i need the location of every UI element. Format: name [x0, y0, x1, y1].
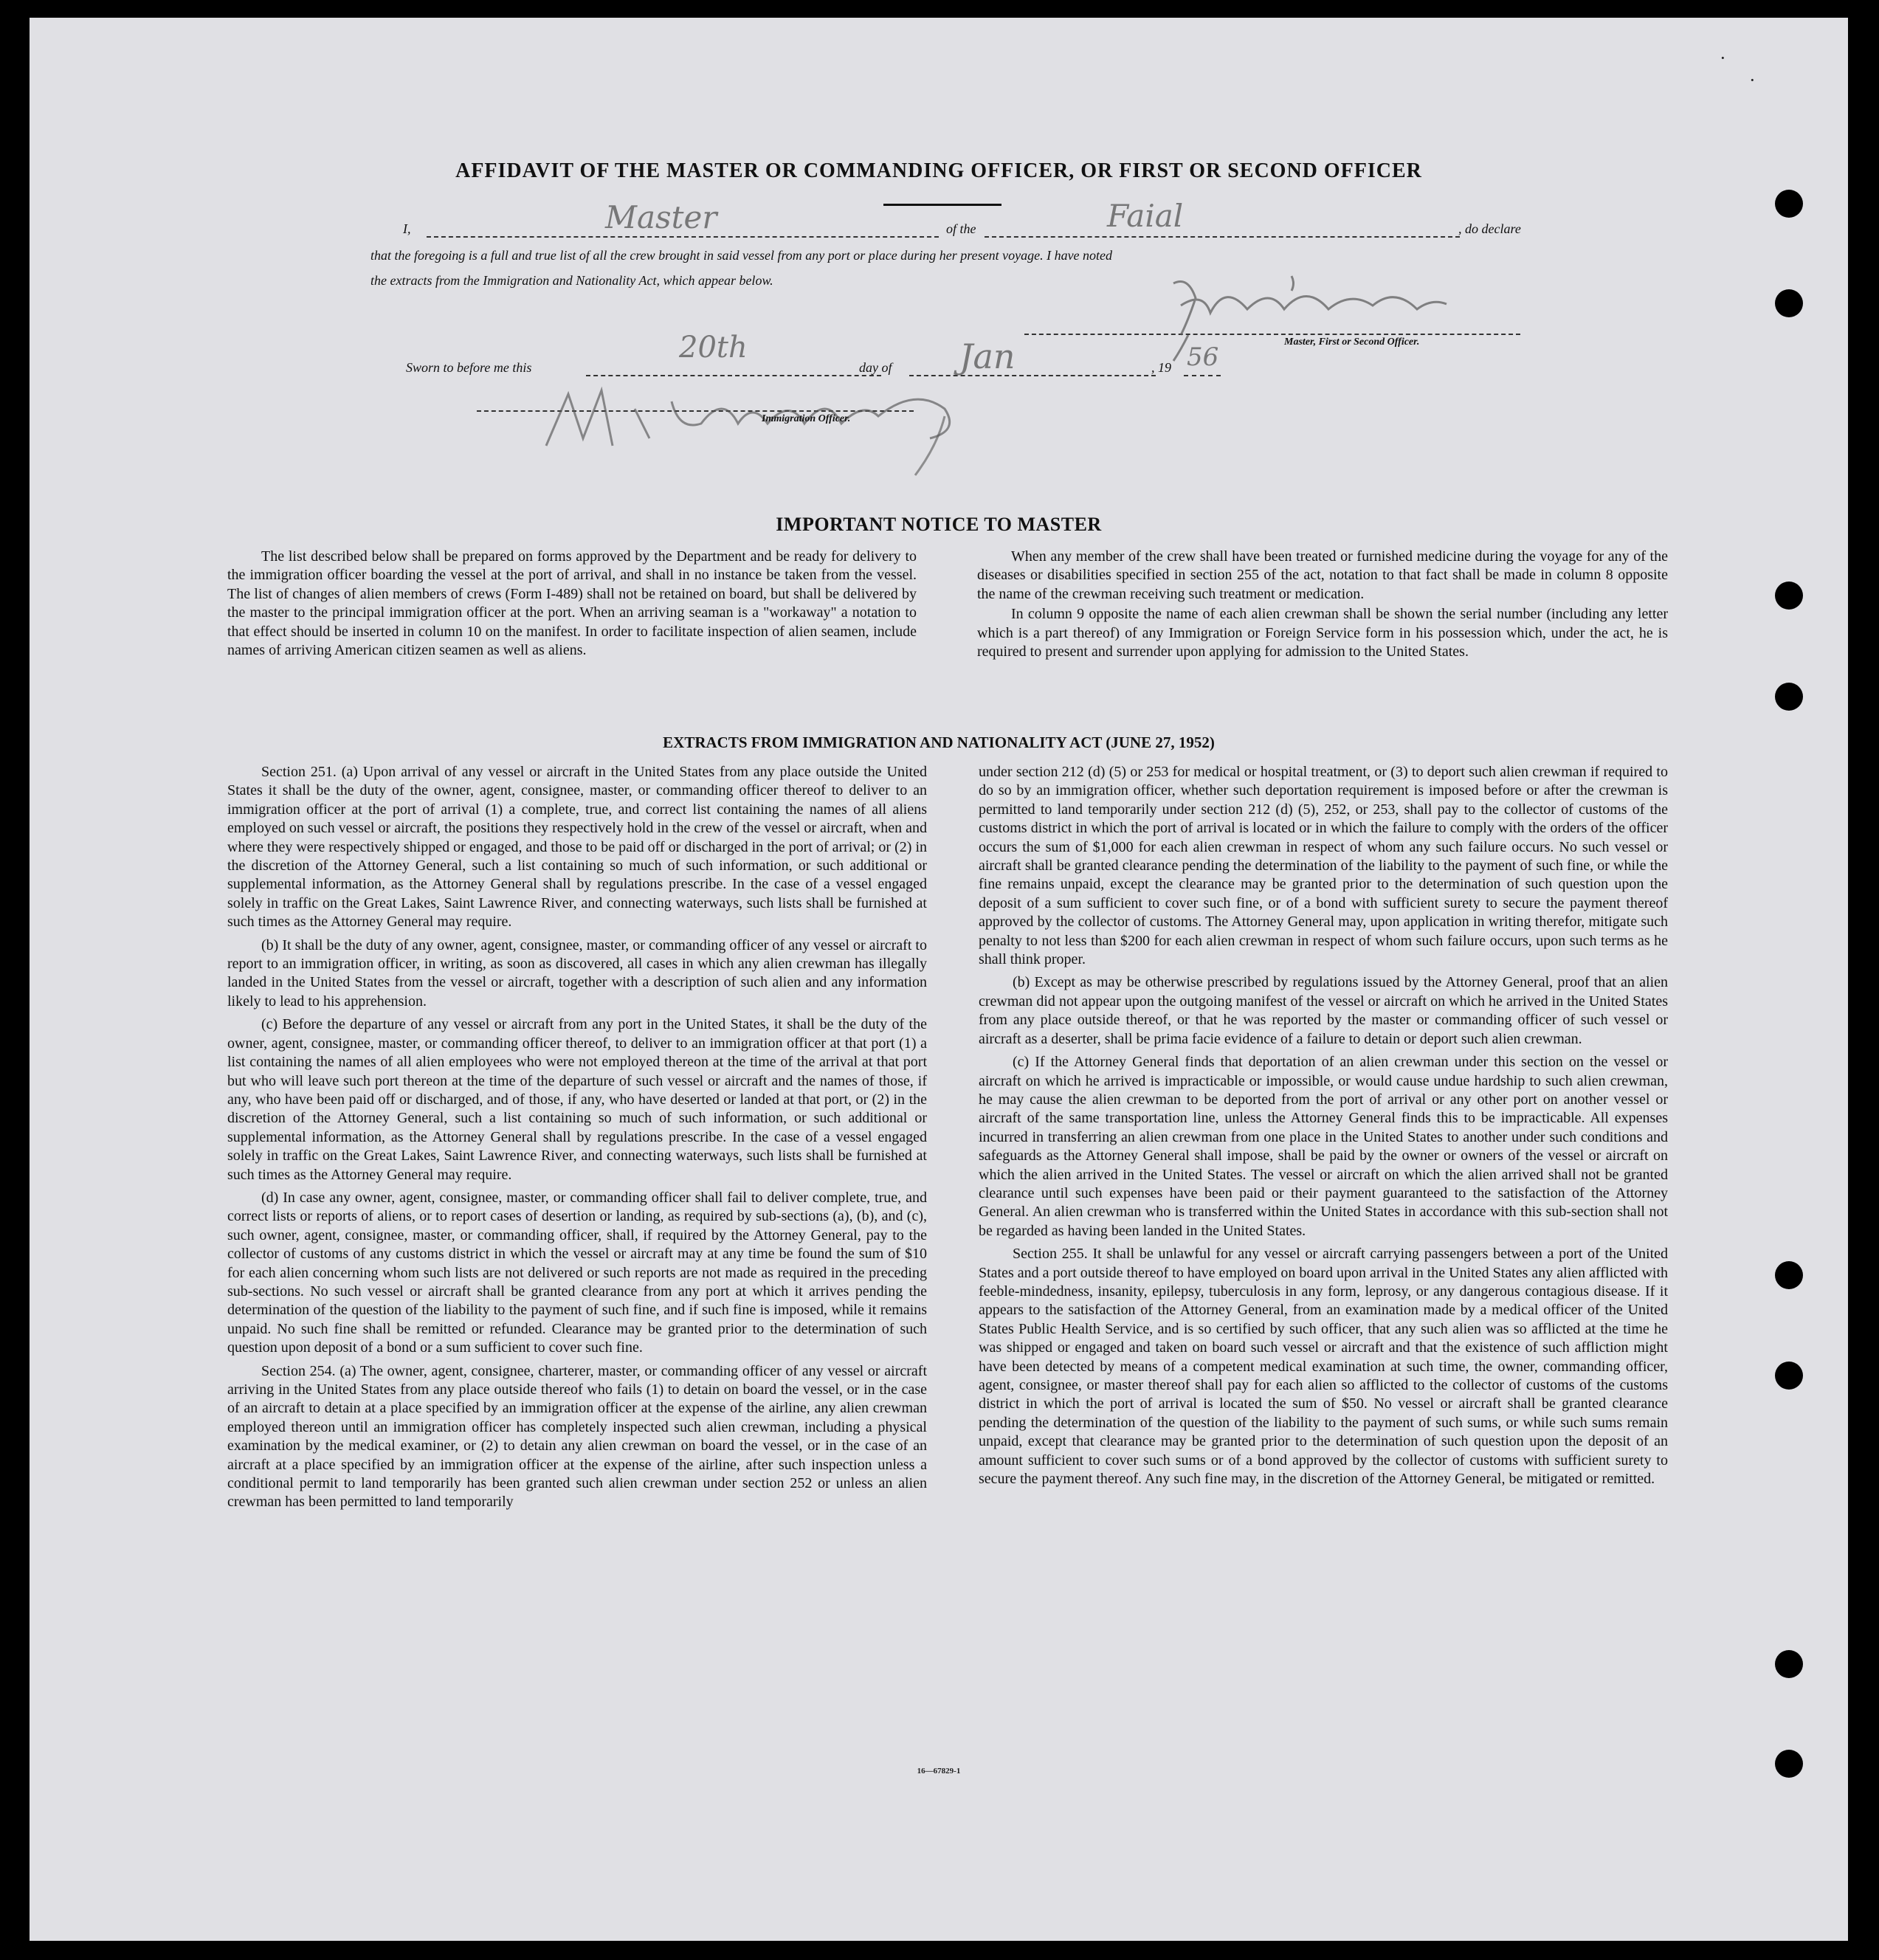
section-254-c: (c) If the Attorney General finds that deportation of an alien crewman under this section on the vessel or aircraft on which he arrived is impracticable or impossible, or would cause undue hardship to such alien crewman, he may cause the alien crewman to be deported from the port of arrival or any other port on another vessel or aircraft of the same transportation line, unless the Attorney General finds this to be impracticable. All expenses incurred in transferring an alien crewman from one place in the United States to another under such conditions and safeguards as the Attorney General shall impose, shall be paid by the owner or owners of the vessel or aircraft on which the alien arrived in the United States. The vessel or aircraft on which the alien arrived shall not be granted clearance until such expenses have been paid or their payment guaranteed to the satisfaction of the Attorney General. An alien crewman who is transferred within the United States in accordance with this sub-section shall not be regarded as having been landed in the United States. [979, 1054, 1668, 1239]
master-signature-caption: Master, First or Second Officer. [1284, 337, 1420, 348]
master-name-line [427, 236, 939, 238]
section-254-b: (b) Except as may be otherwise prescribed by regulations issued by the Attorney General, proof that an alien crewman did not appear upon the outgoing manifest of the vessel or aircraft on which he arrived in the United States from any place outside thereof, or that he was reported by the master or commanding officer of such vessel or aircraft as a deserter, shall be prima facie evidence of a failure to detain or deport such alien crewman. [979, 974, 1668, 1047]
speck: · [1720, 47, 1726, 69]
punch-hole [1775, 683, 1803, 711]
year-line [1184, 375, 1221, 376]
vessel-name-line [985, 236, 1460, 238]
punch-hole [1775, 1362, 1803, 1390]
extracts-left-column [227, 763, 927, 1516]
handwritten-month: Jan [959, 337, 1016, 376]
notice-title: IMPORTANT NOTICE TO MASTER [776, 514, 1102, 535]
declaration-line-3: the extracts from the Immigration and Nationality Act, which appear below. [370, 273, 773, 288]
section-254-a: Section 254. (a) The owner, agent, consignee, charterer, master, or commanding officer of any vessel or aircraft arriving in the United States from any place outside thereof who fails (1) to detain on board the vessel, or in the case of an aircraft to detain at a place specified by an immigration officer at the expense of the airline, any alien crewman employed thereon until an immigration officer has completely inspected such alien crewman, including a physical examination by the medical examiner, or (2) to detain any alien crewman on board the vessel, or in the case of an aircraft at a place specified by an immigration officer at the expense of the airline, after such inspection unless a conditional permit to land temporarily has been granted such alien crewman under section 252 or unless an alien crewman has been permitted to land temporarily [227, 1362, 927, 1511]
section-251-c: (c) Before the departure of any vessel or aircraft from any port in the United States, it shall be the duty of the owner, agent, consignee, master, or commanding officer thereof, to deliver to an immigration officer at that port (1) a list containing the names of all alien employees who were not employed thereon at the time of the arrival at that port but who will leave such port thereon at the time of the departure of such vessel or aircraft and the names of those, if any, who have been paid off or discharged, and of those, if any, who have deserted or landed at that port, or (2) in the discretion of the Attorney General, such a list containing so much of such information, or such additional or supplemental information, as the Attorney General shall by regulations prescribe. In the case of a vessel engaged solely in traffic on the Great Lakes, Saint Lawrence River, and connecting waterways, such lists shall be furnished at such times as the Attorney General may require. [227, 1016, 927, 1183]
punch-hole [1775, 1261, 1803, 1289]
punch-hole [1775, 289, 1803, 317]
handwritten-vessel: Faial [1107, 198, 1184, 234]
i-label: I, [403, 221, 411, 236]
document-page [30, 18, 1848, 1941]
notice-right-paragraph-2: In column 9 opposite the name of each alien crewman shall be shown the serial number (including any letter which is a part thereof) of any Immigration or Foreign Service form in his possession which, under the act, he is required to present and surrender upon applying for admission to the United States. [977, 606, 1668, 660]
section-255: Section 255. It shall be unlawful for any vessel or aircraft carrying passengers between a port of the United States and a port outside thereof to have employed on board upon arrival in the United States any alien afflicted with feeble-mindedness, insanity, epilepsy, tuberculosis in any form, leprosy, or any dangerous contagious disease. If it appears to the satisfaction of the Attorney General, from an examination made by a medical officer of the United States Public Health Service, and is so certified by such officer, that any such alien was so afflicted at the time he was shipped or engaged and taken on board such vessel or aircraft and that the existence of such affliction might have been detected by means of a competent medical examination at such time, the owner, commanding officer, agent, consignee, or master thereof shall pay for each alien so afflicted to the collector of customs of the customs district in which the port of arrival is located the sum of $50. No vessel or aircraft shall be granted clearance pending the determination of the question of the liability to the payment of such sums, or while such sums remain unpaid, except that clearance may be granted prior to the determination of such question upon the deposit of an amount sufficient to cover such sums or of a bond approved by the collector of customs with sufficient surety to secure the payment thereof. Any such fine may, in the discretion of the Attorney General, be mitigated or remitted. [979, 1246, 1668, 1488]
form-number: 16—67829-1 [917, 1767, 961, 1776]
immigration-officer-caption: Immigration Officer. [762, 413, 851, 424]
day-of-label: day of [859, 360, 892, 375]
notice-left-paragraph: The list described below shall be prepared on forms approved by the Department and be ready for delivery to the immigration officer boarding the vessel at the port of arrival, and shall in no instance be taken from the vessel. The list of changes of alien members of crews (Form I-489) shall not be retained on board, but shall be delivered by the master to the principal immigration officer at the port. When an arriving seaman is a "workaway" a notation to that effect should be inserted in column 10 on the manifest. In order to facilitate inspection of alien seamen, include names of arriving American citizen seamen as well as aliens. [227, 548, 917, 659]
title-rule [883, 204, 1001, 206]
extracts-title: EXTRACTS FROM IMMIGRATION AND NATIONALITY ACT (JUNE 27, 1952) [663, 734, 1215, 751]
extracts-right-column [979, 763, 1668, 1493]
handwritten-master: Master [605, 199, 717, 235]
section-251-d: (d) In case any owner, agent, consignee, master, or commanding officer shall fail to deliver complete, true, and correct lists or reports of aliens, or to report cases of desertion or landing, as required by sub-sections (a), (b), and (c), such owner, agent, consignee, master, or commanding officer, shall, if required by the Attorney General, pay to the collector of customs of any customs district in which the vessel or aircraft may at any time be found the sum of $10 for each alien concerning whom such lists are not delivered or such reports are not made as required in the preceding sub-sections. No such vessel or aircraft shall be granted clearance from any port at which it arrives pending the determination of the question of the liability to the payment of such fine, and if such fine is imposed, while it remains unpaid. No such fine shall be remitted or refunded. Clearance may be granted prior to the determination of such question upon deposit of a bond or a sum sufficient to cover such fine. [227, 1189, 927, 1356]
of-the-label: of the [946, 221, 976, 236]
handwritten-day: 20th [679, 331, 748, 365]
officer-signature [531, 365, 1018, 490]
notice-right-paragraph-1: When any member of the crew shall have been treated or furnished medicine during the voyage for any of the diseases or disabilities specified in section 255 of the act, notation to that fact shall be made in column 8 opposite the name of the crewman receiving such treatment or medication. [977, 548, 1668, 602]
section-254-a-continued: under section 212 (d) (5) or 253 for medical or hospital treatment, or (3) to deport such alien crewman if required to do so by an immigration officer, whether such deportation requirement is imposed before or after the crewman is permitted to land temporarily under section 212 (d) (5), 252, or 253, shall pay to the collector of customs of the customs district in which the port of arrival is located or in which the failure to comply with the orders of the officer occurs the sum of $1,000 for each alien crewman in respect of whom any such failure occurs. No such vessel or aircraft shall be granted clearance pending the determination of the liability to the payment of such fine, or while the fine remains unpaid, except the clearance may be granted prior to the determination of such question upon the deposit of a sum sufficient to cover such fine, or of a bond with sufficient surety to secure the payment thereof approved by the collector of customs. The Attorney General may, upon application in writing therefor, mitigate such penalty to not less than $200 for each alien crewman in respect of whom such failure occurs, upon such terms as he shall think proper. [979, 764, 1668, 968]
do-declare-label: , do declare [1458, 221, 1521, 236]
affidavit-title: AFFIDAVIT OF THE MASTER OR COMMANDING OFFICER, OR FIRST OR SECOND OFFICER [455, 159, 1422, 182]
punch-hole [1775, 190, 1803, 218]
punch-hole [1775, 582, 1803, 610]
notice-right-column [977, 548, 1668, 666]
punch-hole [1775, 1650, 1803, 1678]
sworn-label: Sworn to before me this [406, 360, 532, 375]
notice-left-column [227, 548, 917, 664]
speck: · [1749, 69, 1756, 91]
year-prefix: , 19 [1151, 360, 1171, 375]
section-251-a: Section 251. (a) Upon arrival of any vessel or aircraft in the United States from any place outside the United States it shall be the duty of the owner, agent, consignee, master, or commanding officer thereof to deliver to an immigration officer at the port of arrival (1) a complete, true, and correct list containing the names of all aliens employed on such vessel or aircraft, the positions they respectively hold in the crew of the vessel or aircraft, when and where they were respectively shipped or engaged, and those to be paid off or discharged in the port of arrival; or (2) in the discretion of the Attorney General, such a list containing so much of such information, or such additional or supplemental information, as the Attorney General shall by regulations prescribe. In the case of a vessel engaged solely in traffic on the Great Lakes, Saint Lawrence River, and connecting waterways, such lists shall be furnished at such times as the Attorney General may require. [227, 764, 927, 931]
section-251-b: (b) It shall be the duty of any owner, agent, consignee, master, or commanding officer of any vessel or aircraft to report to an immigration officer, in writing, as soon as discovered, all cases in which any alien crewman has illegally landed in the United States from the vessel or aircraft, together with a description of such alien and any information likely to lead to his apprehension. [227, 936, 927, 1010]
handwritten-year: 56 [1187, 342, 1219, 372]
declaration-line-2: that the foregoing is a full and true list of all the crew brought in said vessel from any port or place during her present voyage. I have noted [370, 248, 1113, 263]
